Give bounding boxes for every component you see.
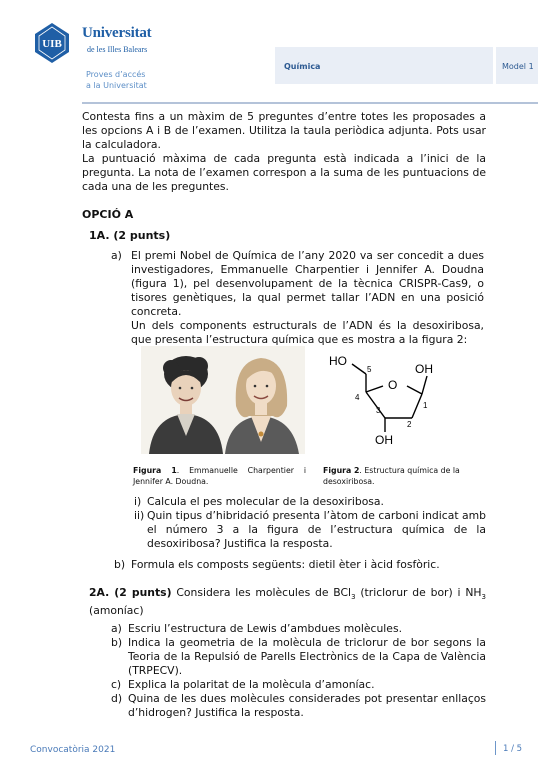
- struct-label-oh-bottom: OH: [375, 433, 393, 447]
- q1-sub-i: [134, 495, 486, 509]
- question-1-heading: 1A. (2 punts): [89, 229, 171, 242]
- header-divider: [82, 102, 538, 104]
- q2-intro-post: (amoníac): [89, 604, 144, 618]
- figure-1-caption-text: . Emmanuelle Charpentier i Jennifer A. Doudna.: [133, 466, 306, 486]
- figure-1-caption: [133, 465, 306, 487]
- q1-sub-ii: [134, 509, 486, 551]
- proves-line-1: Proves d’accés: [86, 70, 146, 79]
- q1-a-text: [131, 249, 484, 347]
- model-label: Model 1: [502, 62, 534, 71]
- struct-label-o: O: [388, 378, 398, 392]
- uib-logo: [33, 22, 71, 64]
- q1-b: [114, 558, 486, 572]
- q1-sub-ii-marker: ii): [134, 509, 145, 522]
- q1-sub-ii-text: Quin tipus d’hibridació presenta l’àtom de carboni indicat amb el número 3 a la figura de l’estructura química de la desoxiribosa? Justifica la resposta.: [147, 509, 486, 550]
- option-title: OPCIÓ A: [82, 208, 134, 221]
- q2-b-text: Indica la geometria de la molècula de triclorur de bor segons la Teoria de la Repulsió de Parells Electrònics de la Capa de València (TRPECV).: [128, 636, 486, 677]
- figure-1-label: Figura 1: [133, 466, 177, 475]
- q1-a-para2: Un dels components estructurals de l’ADN és la desoxiribosa, que presenta l’estructura química que es mostra a la figura 2:: [131, 319, 484, 346]
- q1-a-marker: a): [111, 249, 122, 262]
- q1-b-marker: b): [114, 558, 126, 571]
- q2-intro-mid: (triclorur de bor) i NH: [355, 586, 482, 599]
- figure-2-caption: [323, 465, 471, 487]
- q2-b: [111, 636, 486, 678]
- q2-c: [111, 678, 486, 692]
- deoxyribose-structure: [327, 348, 449, 448]
- q2-c-marker: c): [111, 678, 122, 691]
- footer-session: Convocatòria 2021: [30, 745, 116, 755]
- q2-sub-nh3: 3: [481, 593, 486, 602]
- university-subtitle: de les Illes Balears: [87, 45, 148, 54]
- struct-num-5: 5: [367, 365, 372, 374]
- figure-2-caption-text: . Estructura química de la desoxiribosa.: [323, 466, 460, 486]
- q2-intro-pre: Considera les molècules de BCl: [171, 586, 352, 599]
- q2-a: [111, 622, 486, 636]
- question-2-intro: [89, 586, 486, 618]
- q2-sub-bcl3: 3: [351, 593, 356, 602]
- q1-subquestions: [134, 495, 486, 551]
- struct-num-3: 3: [376, 406, 381, 415]
- q1-a-para1: El premi Nobel de Química de l’any 2020 va ser concedit a dues investigadores, Emmanuelle Charpentier i Jennifer A. Doudna (figura 1), pel desenvolupament de la tècnica CRISPR-Cas9, o tisores genètiques, la qual permet tallar l’ADN en una posició concreta.: [131, 249, 484, 318]
- q2-d-marker: d): [111, 692, 123, 705]
- struct-num-1: 1: [423, 401, 428, 410]
- subject-label: Química: [284, 62, 321, 71]
- nobel-laureates-illustration: [141, 346, 305, 454]
- q1-sub-i-text: Calcula el pes molecular de la desoxiribosa.: [147, 495, 384, 508]
- q2-a-marker: a): [111, 622, 122, 635]
- question-2-heading: 2A. (2 punts): [89, 586, 172, 599]
- struct-label-ho: HO: [329, 354, 347, 368]
- q1-sub-i-marker: i): [134, 495, 142, 508]
- instructions-p2: La puntuació màxima de cada pregunta està indicada a l’inici de la pregunta. La nota de l’examen correspon a la suma de les puntuacions de cada una de les preguntes.: [82, 152, 486, 193]
- figure-2-label: Figura 2: [323, 466, 360, 475]
- footer-page-number: 1 / 5: [503, 744, 523, 754]
- struct-label-oh-top: OH: [415, 362, 433, 376]
- q2-c-text: Explica la polaritat de la molècula d’amoníac.: [128, 678, 375, 691]
- struct-num-4: 4: [355, 393, 360, 402]
- q2-d-text: Quina de les dues molècules considerades pot presentar enllaços d’hidrogen? Justifica la resposta.: [128, 692, 486, 719]
- instructions-p1: Contesta fins a un màxim de 5 preguntes d’entre totes les proposades a les opcions A i B de l’examen. Utilitza la taula periòdica adjunta. Pots usar la calculadora.: [82, 110, 486, 151]
- q1-b-text: Formula els composts següents: dietil èter i àcid fosfòric.: [131, 558, 440, 571]
- proves-label: [86, 69, 147, 91]
- instructions: [82, 110, 486, 194]
- q2-d: [111, 692, 486, 720]
- footer-divider: [495, 741, 496, 755]
- university-name: Universitat: [82, 25, 152, 41]
- q2-b-marker: b): [111, 636, 123, 649]
- q2-a-text: Escriu l’estructura de Lewis d’ambdues molècules.: [128, 622, 403, 635]
- proves-line-2: a la Universitat: [86, 81, 147, 90]
- struct-num-2: 2: [407, 420, 412, 429]
- logo-text: UIB: [42, 38, 62, 50]
